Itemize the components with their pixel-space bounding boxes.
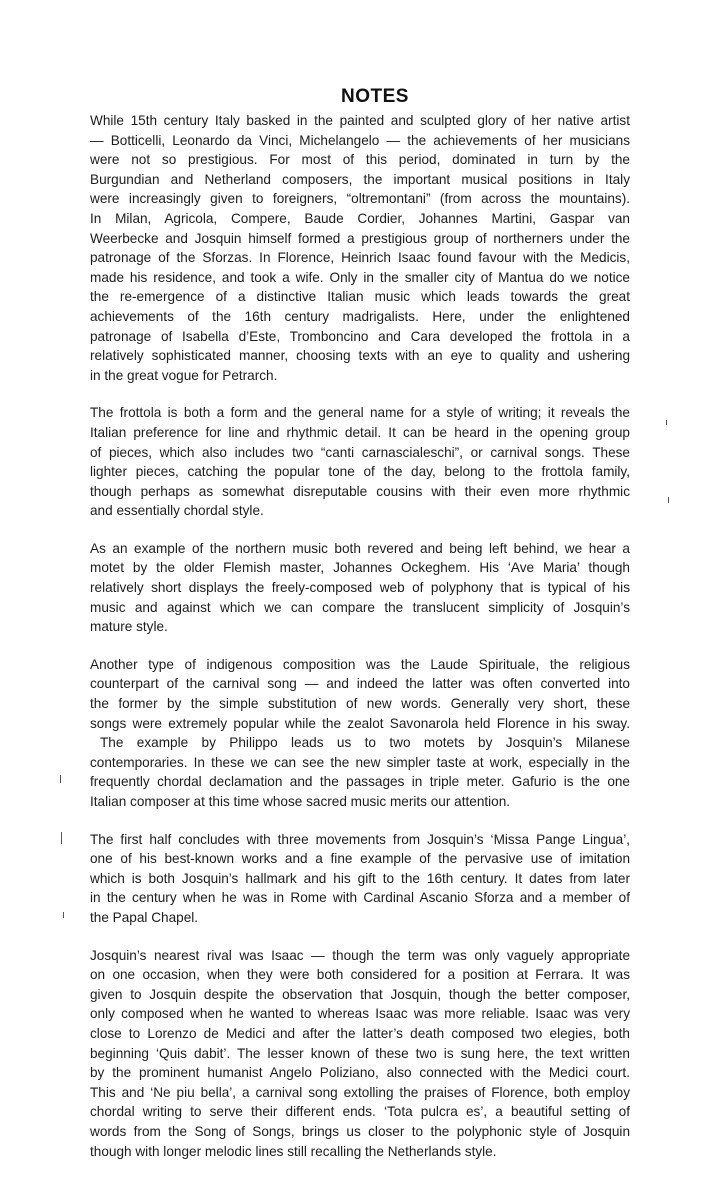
- text-line: one of his best-known works and a fine example of the pervasive use of imitation: [90, 851, 630, 867]
- text-line: and essentially chordal style.: [90, 503, 264, 519]
- scan-mark: [668, 497, 669, 503]
- text-line: contemporaries. In these we can see the new simpler taste at work, especially in the: [90, 754, 630, 770]
- text-line: by the prominent humanist Angelo Poliziano, also connected with the Medici court.: [90, 1065, 630, 1081]
- text-line: of pieces, which also includes two “canti carnascialeschi”, or carnival songs. These: [90, 444, 630, 460]
- text-line: in the great vogue for Petrarch.: [90, 367, 278, 383]
- text-line: Italian preference for line and rhythmic detail. It can be heard in the opening group: [90, 424, 630, 440]
- text-line: though perhaps as somewhat disreputable cousins with their even more rhythmic: [90, 483, 630, 499]
- paragraph-frottola: [90, 403, 630, 521]
- text-line: In Milan, Agricola, Compere, Baude Cordier, Johannes Martini, Gaspar van: [90, 210, 630, 226]
- text-line: words from the Song of Songs, brings us closer to the polyphonic style of Josquin: [90, 1123, 630, 1139]
- text-line: given to Josquin despite the observation that Josquin, though the better composer,: [90, 986, 630, 1002]
- text-line: The first half concludes with three movements from Josquin’s ‘Missa Pange Lingua’,: [90, 831, 630, 847]
- text-line: motet by the older Flemish master, Johannes Ockeghem. His ‘Ave Maria’ though: [90, 560, 630, 576]
- text-line: lighter pieces, catching the popular tone of the day, belong to the frottola family,: [90, 464, 630, 480]
- scan-mark: [63, 912, 64, 918]
- text-line: close to Lorenzo de Medici and after the latter’s death composed two elegies, both: [90, 1025, 630, 1041]
- text-line: the Papal Chapel.: [90, 909, 199, 925]
- paragraph-ockeghem: [90, 539, 630, 637]
- text-line: This and ‘Ne piu bella’, a carnival song extolling the praises of Florence, both employ: [90, 1084, 630, 1100]
- page-title: NOTES: [341, 86, 409, 107]
- text-line: mature style.: [90, 619, 168, 635]
- text-line: the former by the simple substitution of new words. Generally very short, these: [90, 696, 630, 712]
- text-line: music and against which we can compare the translucent simplicity of Josquin’s: [90, 599, 630, 615]
- paragraph-missa-pange-lingua: [90, 830, 630, 928]
- text-line: counterpart of the carnival song — and indeed the latter was often converted into: [90, 676, 630, 692]
- text-line: beginning ‘Quis dabit’. The lesser known of these two is sung here, the text written: [90, 1045, 630, 1061]
- paragraph-isaac: [90, 946, 630, 1162]
- text-line: were not so prestigious. For most of this period, dominated in turn by the: [90, 152, 630, 168]
- text-line: Italian composer at this time whose sacred music merits our attention.: [90, 794, 511, 809]
- text-line: The example by Philippo leads us to two motets by Josquin’s Milanese: [100, 735, 630, 751]
- text-line: in the century when he was in Rome with Cardinal Ascanio Sforza and a member of: [90, 890, 630, 906]
- text-line: As an example of the northern music both revered and being left behind, we hear a: [90, 540, 630, 556]
- text-line: The frottola is both a form and the general name for a style of writing; it reveals the: [90, 405, 630, 421]
- text-line: While 15th century Italy basked in the painted and sculpted glory of her native artist: [90, 113, 630, 128]
- text-line: chordal writing to serve their different ends. ‘Tota pulcra es’, a beautiful setting of: [90, 1104, 630, 1120]
- text-line: patronage of the Sforzas. In Florence, Heinrich Isaac found favour with the Medicis,: [90, 250, 630, 266]
- text-line: Josquin’s nearest rival was Isaac — though the term was only vaguely appropriate: [90, 947, 630, 963]
- scan-mark: [666, 420, 667, 425]
- text-line: achievements of the 16th century madrigalists. Here, under the enlightened: [90, 308, 630, 324]
- text-line: relatively sophisticated manner, choosing texts with an eye to quality and ushering: [90, 348, 630, 364]
- text-line: Weerbecke and Josquin himself formed a prestigious group of northerners under the: [90, 230, 630, 246]
- text-line: Burgundian and Netherland composers, the important musical positions in Italy: [90, 171, 630, 187]
- text-line: made his residence, and took a wife. Only in the smaller city of Mantua do we notice: [90, 269, 630, 285]
- text-line: — Botticelli, Leonardo da Vinci, Michelangelo — the achievements of her musicians: [90, 132, 630, 148]
- scan-mark: [60, 775, 61, 783]
- notes-page: [90, 86, 630, 1179]
- paragraph-laude-spirituale: [90, 655, 630, 812]
- text-line: relatively short displays the freely-composed web of polyphony that is typical of his: [90, 580, 630, 596]
- text-line: patronage of Isabella d’Este, Tromboncino and Cara developed the frottola in a: [90, 328, 630, 344]
- text-line: were increasingly given to foreigners, “oltremontani” (from across the mountains).: [90, 191, 630, 207]
- text-line: Another type of indigenous composition was the Laude Spirituale, the religious: [90, 656, 630, 672]
- text-line: songs were extremely popular while the zealot Savonarola held Florence in his sway.: [90, 715, 630, 731]
- paragraph-intro: [90, 111, 630, 385]
- text-line: which is both Josquin’s hallmark and his gift to the 16th century. It dates from later: [90, 870, 630, 886]
- text-line: the re-emergence of a distinctive Italian music which leads towards the great: [90, 289, 630, 305]
- text-line: on one occasion, when they were both considered for a position at Ferrara. It was: [90, 967, 630, 983]
- text-line: only composed when he wanted to whereas Isaac was more reliable. Isaac was very: [90, 1006, 630, 1022]
- scan-mark: [61, 832, 62, 844]
- text-line: though with longer melodic lines still recalling the Netherlands style.: [90, 1143, 497, 1159]
- text-line: frequently chordal declamation and the passages in triple meter. Gafurio is the one: [90, 774, 630, 790]
